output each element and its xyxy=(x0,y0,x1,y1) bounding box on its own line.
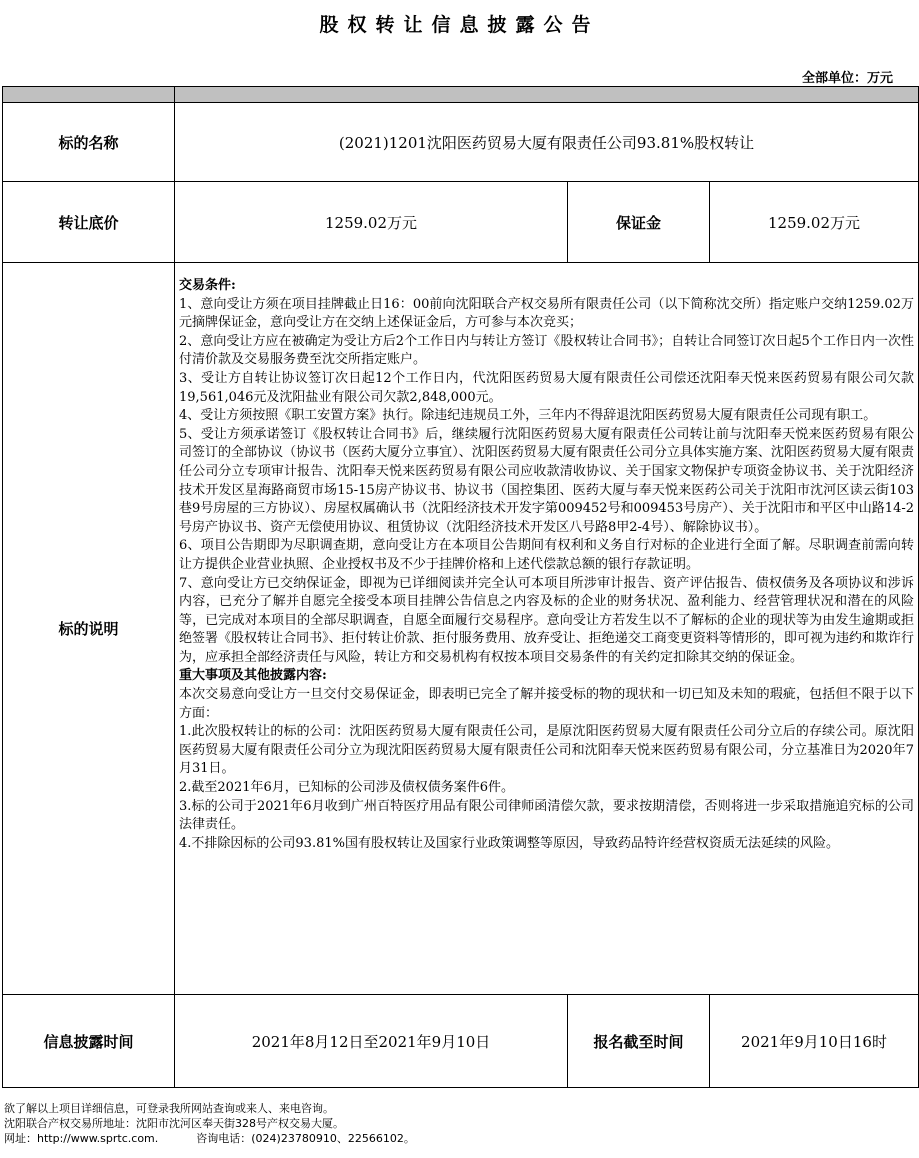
description-content xyxy=(175,263,919,995)
footer-info-line: 欲了解以上项目详细信息，可登录我所网站查询或来人、来电咨询。 xyxy=(4,1102,334,1115)
footer-phone: 咨询电话：(024)23780910、22566102。 xyxy=(196,1132,415,1145)
footer-website[interactable]: 网址：http://www.sprtc.com. xyxy=(4,1132,159,1145)
footer-address-line: 沈阳联合产权交易所地址：沈阳市沈河区奉天街328号产权交易大厦。 xyxy=(4,1117,344,1130)
disclosure-item: 4.不排除因标的公司93.81%国有股权转让及国家行业政策调整等原因，导致药品特许经营权资质无法延续的风险。 xyxy=(179,835,839,851)
description-row xyxy=(3,263,919,995)
condition-item: 3、受让方自转让协议签订次日起12个工作日内，代沈阳医药贸易大厦有限责任公司偿还沈阳奉天悦来医药贸易有限公司欠款19,561,046元及沈阳盐业有限公司欠款2,848,000元。 xyxy=(179,370,915,405)
disclosure-heading: 重大事项及其他披露内容: xyxy=(179,668,327,684)
disclosure-item: 2.截至2021年6月，已知标的公司涉及债权债务案件6件。 xyxy=(179,780,515,796)
header-bar-row xyxy=(3,87,919,103)
conditions-heading: 交易条件: xyxy=(179,278,236,293)
disclosure-time-row xyxy=(3,995,919,1088)
condition-item: 7、意向受让方已交纳保证金，即视为已详细阅读并完全认可本项目所涉审计报告、资产评估报告、债权债务及各项协议和涉诉内容，已充分了解并自愿完全接受本项目挂牌公告信息之内容及标的企业的财务状况、盈利能力、经营管理状况和潜在的风险等，已完成对本项目的全部尽职调查，自愿全面履行交易程序。意向受让方若发生以不了解标的企业的现状等为由发生逾期或拒绝签署《股权转让合同书》、拒付转让价款、拒付服务费用、放弃受让、拒绝递交工商变更资料等情形的，即可视为违约和欺诈行为，应承担全部经济责任与风险，转让方和交易机构有权按本项目交易条件的有关约定扣除其交纳的保证金。 xyxy=(179,575,915,665)
condition-item: 6、项目公告期即为尽职调查期，意向受让方在本项目公告期间有权利和义务自行对标的企业进行全面了解。尽职调查前需向转让方提供企业营业执照、企业授权书及不少于挂牌价格和上述代偿款总额的银行存款证明。 xyxy=(179,538,915,572)
announcement-table xyxy=(2,86,919,1088)
unit-label: 全部单位：万元 xyxy=(801,71,893,86)
footer-contact-line xyxy=(4,1131,415,1146)
description-label: 标的说明 xyxy=(3,263,175,995)
footer xyxy=(4,1101,415,1146)
price-row xyxy=(3,182,919,263)
subject-name-value: (2021)1201沈阳医药贸易大厦有限责任公司93.81%股权转让 xyxy=(175,103,919,182)
price-label: 转让底价 xyxy=(3,182,175,263)
deposit-label: 保证金 xyxy=(568,182,710,263)
price-value: 1259.02万元 xyxy=(175,182,568,263)
disclosure-time-label: 信息披露时间 xyxy=(3,995,175,1088)
condition-item: 1、意向受让方须在项目挂牌截止日16：00前向沈阳联合产权交易所有限责任公司（以下简称沈交所）指定账户交纳1259.02万元摘牌保证金，意向受让方在交纳上述保证金后，方可参与本次竞买； xyxy=(179,296,915,331)
header-bar-cell-right xyxy=(175,87,919,103)
condition-item: 4、受让方须按照《职工安置方案》执行。除违纪违规员工外，三年内不得辞退沈阳医药贸易大厦有限责任公司现有职工。 xyxy=(179,408,877,424)
header-bar-cell-left xyxy=(3,87,175,103)
condition-item: 2、意向受让方应在被确定为受让方后2个工作日内与转让方签订《股权转让合同书》；自转让合同签订次日起5个工作日内一次性付清价款及交易服务费至沈交所指定账户。 xyxy=(179,333,915,368)
page-title: 股权转让信息披露公告 xyxy=(319,14,600,36)
disclosure-item: 3.标的公司于2021年6月收到广州百特医疗用品有限公司律师函清偿欠款，要求按期清偿，否则将进一步采取措施追究标的公司法律责任。 xyxy=(179,798,915,833)
subject-name-label: 标的名称 xyxy=(3,103,175,182)
disclosure-item: 1.此次股权转让的标的公司：沈阳医药贸易大厦有限责任公司，是原沈阳医药贸易大厦有限责任公司分立后的存续公司。原沈阳医药贸易大厦有限责任公司分立为现沈阳医药贸易大厦有限责任公司和沈阳奉天悦来医药贸易有限公司，分立基准日为2020年7月31日。 xyxy=(179,724,915,777)
deposit-value: 1259.02万元 xyxy=(710,182,919,263)
deadline-label: 报名截至时间 xyxy=(568,995,710,1088)
subject-name-row xyxy=(3,103,919,182)
disclosure-time-value: 2021年8月12日至2021年9月10日 xyxy=(175,995,568,1088)
deadline-value: 2021年9月10日16时 xyxy=(710,995,919,1088)
condition-item: 5、受让方须承诺签订《股权转让合同书》后，继续履行沈阳医药贸易大厦有限责任公司转让前与沈阳奉天悦来医药贸易有限公司签订的全部协议（协议书（医药大厦分立事宜）、沈阳医药贸易大厦有限责任公司分立具体实施方案、沈阳医药贸易大厦有限责任公司分立专项审计报告、沈阳奉天悦来医药贸易有限公司应收款清收协议、关于国家文物保护专项资金协议书、关于沈阳经济技术开发区星海路商贸市场15-15房产协议书、协议书（国控集团、医药大厦与奉天悦来医药公司关于沈阳市沈河区读云街103巷9号房屋的三方协议）、房屋权属确认书（沈阳经济技术开发字第009452号和009453号房产）、关于沈阳市和平区中山路14-2号房产协议书、资产无偿使用协议、租赁协议（沈阳经济技术开发区八号路8甲2-4号）、解除协议书）。 xyxy=(179,426,915,535)
disclosure-item: 本次交易意向受让方一旦交付交易保证金，即表明已完全了解并接受标的物的现状和一切已知及未知的瑕疵，包括但不限于以下方面： xyxy=(179,687,915,721)
